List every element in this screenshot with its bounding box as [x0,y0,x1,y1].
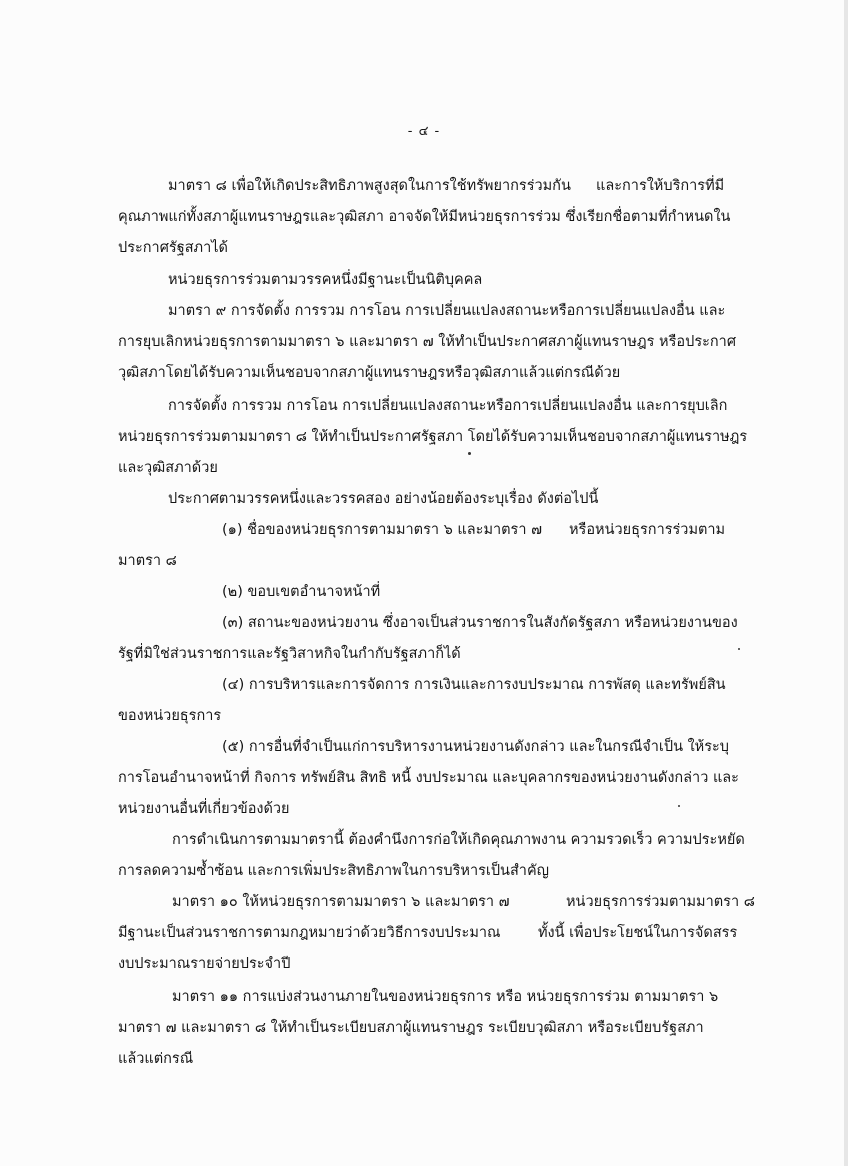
section-9-line-1: มาตรา ๙ การจัดตั้ง การรวม การโอน การเปลี่ยนแปลงสถานะหรือการเปลี่ยนแปลงอื่น และ [168,303,726,319]
section-9-final-line-2: การลดความซ้ำซ้อน และการเพิ่มประสิทธิภาพในการบริหารเป็นสำคัญ [118,863,550,879]
section-8-line-2: คุณภาพแก่ทั้งสภาผู้แทนราษฎรและวุฒิสภา อาจจัดให้มีหน่วยธุรการร่วม ซึ่งเรียกชื่อตามที่กำหนดใน [118,209,731,225]
section-10-line-1b: หน่วยธุรการร่วมตามมาตรา ๘ [566,894,755,910]
item-1-line-2: มาตรา ๘ [118,553,177,569]
item-4-line-2: ของหน่วยธุรการ [118,708,222,724]
section-8-para-2: หน่วยธุรการร่วมตามวรรคหนึ่งมีฐานะเป็นนิติบุคคล [168,272,483,288]
section-9-para-2-line-3: และวุฒิสภาด้วย [118,460,218,476]
item-5-line-2: การโอนอำนาจหน้าที่ กิจการ ทรัพย์สิน สิทธิ หนี้ งบประมาณ และบุคลากรของหน่วยงานดังกล่าว และ [118,770,739,786]
item-1-line-1b: หรือหน่วยธุรการร่วมตาม [569,522,726,538]
scan-speck [468,452,471,455]
section-11-line-3: แล้วแต่กรณี [118,1051,194,1067]
section-8-line-3: ประกาศรัฐสภาได้ [118,240,228,256]
item-2: (๒) ขอบเขตอำนาจหน้าที่ [222,584,381,600]
section-10-line-2a: มีฐานะเป็นส่วนราชการตามกฎหมายว่าด้วยวิธีการงบประมาณ [118,925,501,941]
item-5-line-3: หน่วยงานอื่นที่เกี่ยวข้องด้วย [118,801,290,817]
item-3-line-2: รัฐที่มิใช่ส่วนราชการและรัฐวิสาหกิจในกำกับรัฐสภาก็ได้ [118,646,461,662]
section-9-line-2: การยุบเลิกหน่วยธุรการตามมาตรา ๖ และมาตรา ๗ ให้ทำเป็นประกาศสภาผู้แทนราษฎร หรือประกาศ [118,334,737,350]
item-3-line-1: (๓) สถานะของหน่วยงาน ซึ่งอาจเป็นส่วนราชการในสังกัดรัฐสภา หรือหน่วยงานของ [222,615,738,631]
section-9-para-2-line-1: การจัดตั้ง การรวม การโอน การเปลี่ยนแปลงสถานะหรือการเปลี่ยนแปลงอื่น และการยุบเลิก [168,398,728,414]
page-number: - ๔ - [407,124,441,139]
scan-edge [844,0,848,1166]
section-10-line-2b: ทั้งนี้ เพื่อประโยชน์ในการจัดสรร [538,925,738,941]
item-5-line-1: (๕) การอื่นที่จำเป็นแก่การบริหารงานหน่วยงานดังกล่าว และในกรณีจำเป็น ให้ระบุ [222,739,730,755]
item-4-line-1: (๔) การบริหารและการจัดการ การเงินและการงบประมาณ การพัสดุ และทรัพย์สิน [222,677,726,693]
section-9-para-3: ประกาศตามวรรคหนึ่งและวรรคสอง อย่างน้อยต้องระบุเรื่อง ดังต่อไปนี้ [168,491,599,507]
scan-speck [738,648,740,650]
section-8-line-1a: มาตรา ๘ เพื่อให้เกิดประสิทธิภาพสูงสุดในการใช้ทรัพยากรร่วมกัน [168,178,571,194]
scan-speck [678,805,680,807]
section-11-line-1: มาตรา ๑๑ การแบ่งส่วนงานภายในของหน่วยธุรการ หรือ หน่วยธุรการร่วม ตามมาตรา ๖ [172,989,719,1005]
section-9-final-line-1: การดำเนินการตามมาตรานี้ ต้องคำนึงการก่อให้เกิดคุณภาพงาน ความรวดเร็ว ความประหยัด [172,832,745,848]
section-10-line-1a: มาตรา ๑๐ ให้หน่วยธุรการตามมาตรา ๖ และมาตรา ๗ [172,894,510,910]
section-10-line-3: งบประมาณรายจ่ายประจำปี [118,956,291,972]
section-9-line-3: วุฒิสภาโดยได้รับความเห็นชอบจากสภาผู้แทนราษฎรหรือวุฒิสภาแล้วแต่กรณีด้วย [118,365,621,381]
section-11-line-2: มาตรา ๗ และมาตรา ๘ ให้ทำเป็นระเบียบสภาผู้แทนราษฎร ระเบียบวุฒิสภา หรือระเบียบรัฐสภา [118,1020,704,1036]
section-9-para-2-line-2: หน่วยธุรการร่วมตามมาตรา ๘ ให้ทำเป็นประกาศรัฐสภา โดยได้รับความเห็นชอบจากสภาผู้แทนราษฎร [118,429,748,445]
section-8-line-1b: และการให้บริการที่มี [596,178,725,194]
item-1-line-1a: (๑) ชื่อของหน่วยธุรการตามมาตรา ๖ และมาตรา ๗ [222,522,542,538]
